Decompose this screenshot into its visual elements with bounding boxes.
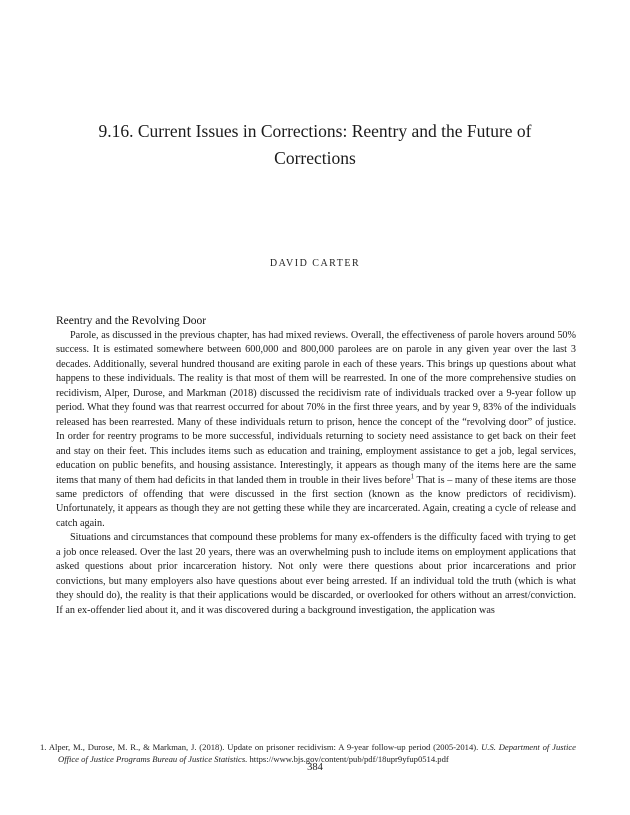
footnote-citation: Alper, M., Durose, M. R., & Markman, J. (2018). Update on prisoner recidivism: A 9-year follow-up period (2005-2014). bbox=[48, 742, 482, 752]
section-heading: Reentry and the Revolving Door bbox=[56, 315, 207, 327]
main-content bbox=[56, 314, 576, 618]
page-number: 384 bbox=[307, 762, 323, 773]
footnote-number: 1. bbox=[40, 742, 47, 752]
author-name: DAVID CARTER bbox=[269, 258, 361, 269]
footnote-link[interactable]: https://www.bjs.gov/content/pub/pdf/18upr9yfup0514.pdf bbox=[247, 754, 449, 764]
footnote-reference[interactable]: 1 bbox=[410, 472, 415, 481]
paragraph-text: Parole, as discussed in the previous chapter, has had mixed reviews. Overall, the effectiveness of parole hovers around 50% success. It is estimated somewhere between 600,000 and 800,000 parolees are on parole in any given year over the last 3 decades. Additionally, several hundred thousand are exiting parole in each of these years. This brings up questions about what happens to these individuals. The reality is that most of them will be rearrested. In one of the more comprehensive studies on recidivism, Alper, Durose, and Markman (2018) discussed the recidivism rate of individuals tracked over a 9-year follow up period. What they found was that rearrest occurred for about 70% in the first three years, and by year 9, 83% of the individuals released has been rearrested. Many of these individuals return to prison, hence the concept of the “revolving door” of justice. In order for reentry programs to be more successful, individuals returning to society need assistance to get back on their feet and stay on their feet. This includes items such as education and training, employment assistance to get a job, legal services, education on public benefits, and housing assistance. Interestingly, it appears as though many of the items here are the same items that many of them had deficits in that landed them in trouble in their lives before bbox=[56, 330, 576, 486]
page-title: 9.16. Current Issues in Corrections: Reentry and the Future of Corrections bbox=[98, 121, 532, 168]
paragraph-text: That is – many of these items are those same predictors of offending that were discussed in the first section (known as the know predictors of recidivism). Unfortunately, it appears as though they are not getting these while they are incarcerated. Again, creating a cycle of release and catch again. bbox=[56, 474, 577, 529]
body-paragraph: Situations and circumstances that compound these problems for many ex-offenders is the difficulty faced with trying to get a job once released. Over the last 20 years, there was an overwhelming push to include items on employment applications that asked questions about prior incarceration history. Not only were there questions about prior incarcerations and prior convictions, but many employers also have questions about ever being arrested. If an individual told the truth (which is what they should do), the reality is that their applications would be discarded, or overlooked for others without an arrest/conviction. If an ex-offender lied about it, and it was discovered during a background investigation, the application was bbox=[56, 532, 576, 616]
body-paragraph bbox=[56, 329, 576, 531]
footnote-source: U.S. Department of Justice Office of Justice Programs Bureau of Justice Statistics. bbox=[58, 742, 576, 764]
